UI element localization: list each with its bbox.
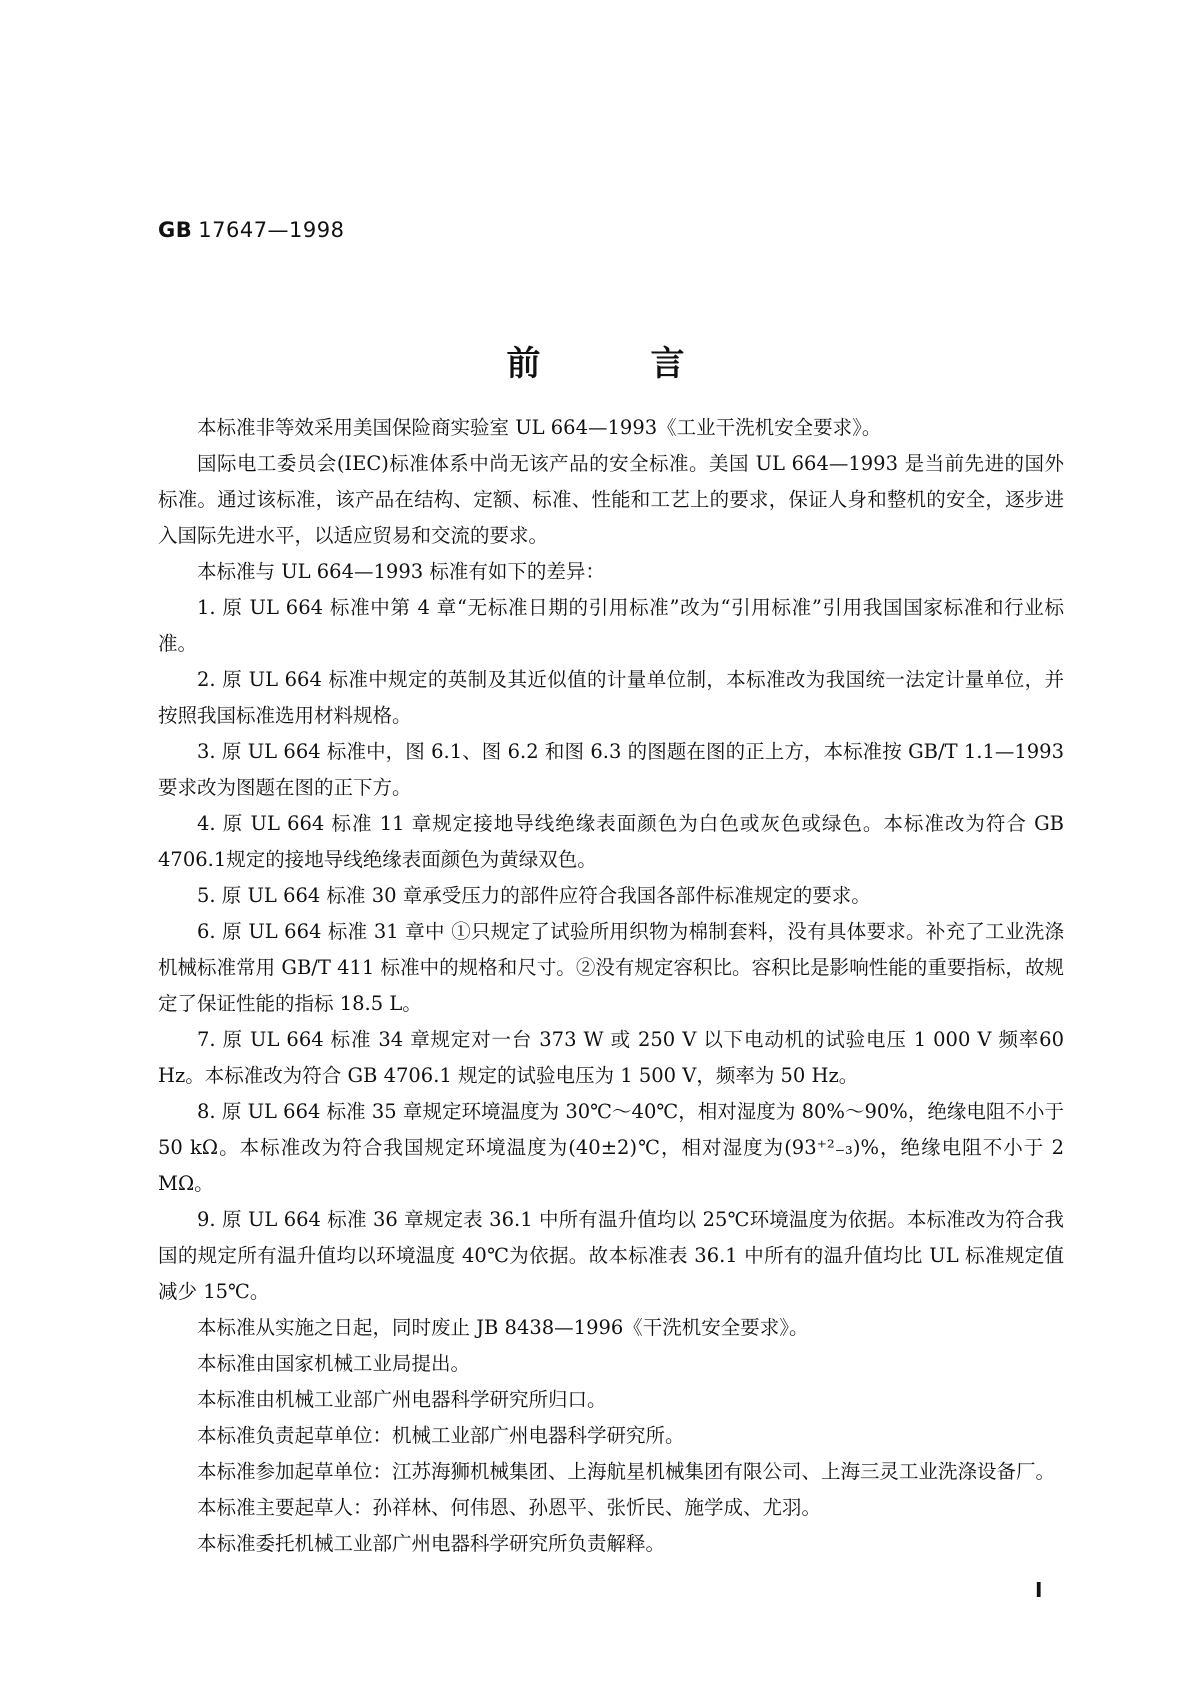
foreword-body (158, 410, 1064, 1562)
page-title: 前言 (506, 344, 795, 384)
paragraph: 国际电工委员会(IEC)标准体系中尚无该产品的安全标准。美国 UL 664—1993 是当前先进的国外标准。通过该标准，该产品在结构、定额、标准、性能和工艺上的要求，保证人身和整机的安全，逐步进入国际先进水平，以适应贸易和交流的要求。 (158, 452, 1064, 547)
paragraph: 3. 原 UL 664 标准中，图 6.1、图 6.2 和图 6.3 的图题在图的正上方，本标准按 GB/T 1.1—1993 要求改为图题在图的正下方。 (158, 740, 1064, 799)
paragraph: 本标准委托机械工业部广州电器科学研究所负责解释。 (197, 1532, 666, 1555)
paragraph: 本标准非等效采用美国保险商实验室 UL 664—1993《工业干洗机安全要求》。 (197, 416, 882, 439)
paragraph: 8. 原 UL 664 标准 35 章规定环境温度为 30℃～40℃，相对湿度为 80%～90%，绝缘电阻不小于 50 kΩ。本标准改为符合我国规定环境温度为(40±2)℃，相对湿度为(93⁺²₋₃)%，绝缘电阻不小于 2 MΩ。 (158, 1100, 1064, 1195)
paragraph: 本标准负责起草单位：机械工业部广州电器科学研究所。 (197, 1424, 685, 1447)
paragraph: 4. 原 UL 664 标准 11 章规定接地导线绝缘表面颜色为白色或灰色或绿色。本标准改为符合 GB 4706.1规定的接地导线绝缘表面颜色为黄绿双色。 (158, 812, 1064, 871)
paragraph: 本标准从实施之日起，同时废止 JB 8438—1996《干洗机安全要求》。 (197, 1316, 809, 1339)
paragraph: 本标准与 UL 664—1993 标准有如下的差异： (197, 560, 605, 583)
standard-prefix: GB (158, 218, 193, 242)
paragraph: 本标准主要起草人：孙祥林、何伟恩、孙恩平、张忻民、施学成、尤羽。 (197, 1496, 822, 1519)
page-number: I (1035, 1578, 1043, 1602)
paragraph: 本标准由国家机械工业局提出。 (197, 1352, 471, 1375)
standard-number: 17647—1998 (198, 218, 345, 242)
paragraph: 1. 原 UL 664 标准中第 4 章“无标准日期的引用标准”改为“引用标准”引用我国国家标准和行业标准。 (158, 596, 1064, 655)
paragraph: 本标准由机械工业部广州电器科学研究所归口。 (197, 1388, 607, 1411)
paragraph: 2. 原 UL 664 标准中规定的英制及其近似值的计量单位制，本标准改为我国统一法定计量单位，并按照我国标准选用材料规格。 (158, 668, 1064, 727)
paragraph: 本标准参加起草单位：江苏海狮机械集团、上海航星机械集团有限公司、上海三灵工业洗涤设备厂。 (197, 1460, 1056, 1483)
paragraph: 9. 原 UL 664 标准 36 章规定表 36.1 中所有温升值均以 25℃环境温度为依据。本标准改为符合我国的规定所有温升值均以环境温度 40℃为依据。故本标准表 36.1 中所有的温升值均比 UL 标准规定值减少 15℃。 (158, 1208, 1064, 1303)
standard-code (158, 218, 345, 242)
paragraph: 5. 原 UL 664 标准 30 章承受压力的部件应符合我国各部件标准规定的要求。 (197, 884, 871, 907)
paragraph: 6. 原 UL 664 标准 31 章中 ①只规定了试验所用织物为棉制套料，没有具体要求。补充了工业洗涤机械标准常用 GB/T 411 标准中的规格和尺寸。②没有规定容积比。容积比是影响性能的重要指标，故规定了保证性能的指标 18.5 L。 (158, 920, 1064, 1015)
paragraph: 7. 原 UL 664 标准 34 章规定对一台 373 W 或 250 V 以下电动机的试验电压 1 000 V 频率60 Hz。本标准改为符合 GB 4706.1 规定的试验电压为 1 500 V，频率为 50 Hz。 (158, 1028, 1064, 1087)
